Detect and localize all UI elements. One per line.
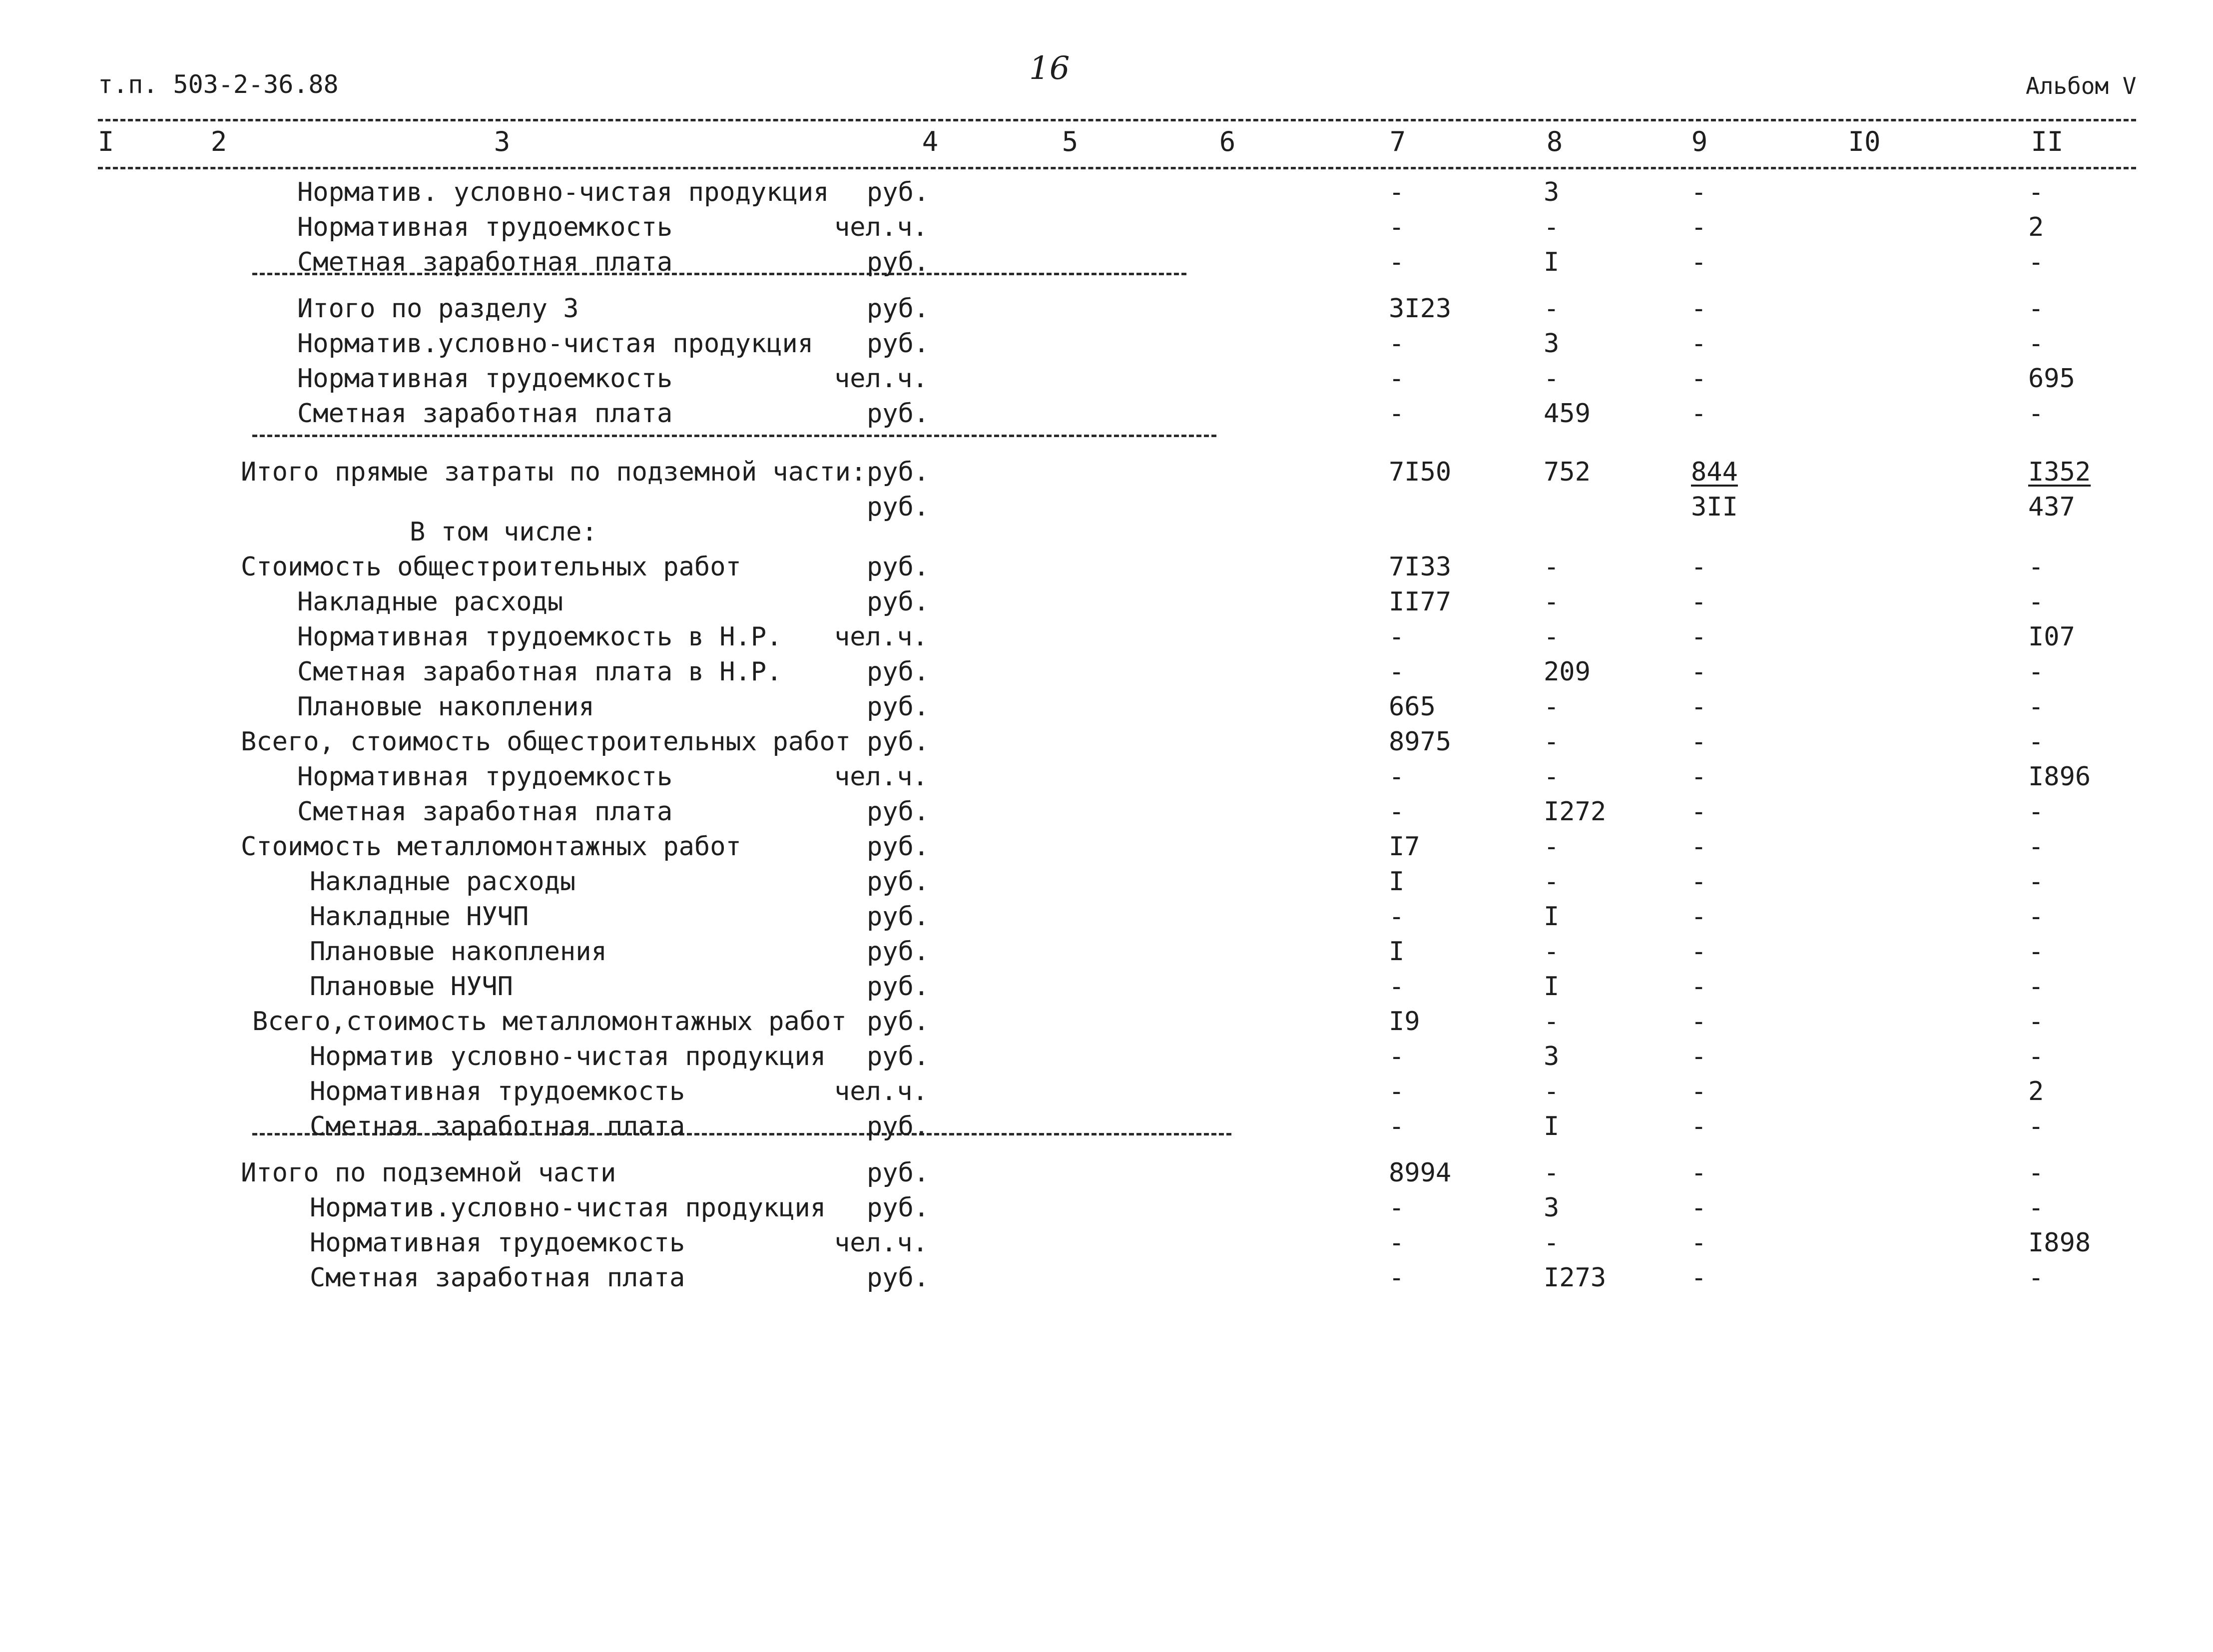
cell-col-7: - bbox=[1389, 657, 1405, 687]
cell-col-8: - bbox=[1544, 364, 1560, 394]
cell-col-7: I7 bbox=[1389, 832, 1420, 862]
row-label: Сметная заработная плата bbox=[297, 247, 673, 277]
row-label: Итого по подземной части bbox=[241, 1158, 616, 1188]
cell-col-11: - bbox=[2028, 1193, 2044, 1223]
row-unit: руб. bbox=[867, 294, 930, 324]
cell-col-11: - bbox=[2028, 177, 2044, 207]
row-unit: руб. bbox=[867, 1193, 930, 1223]
cell-col-9: 3II bbox=[1691, 492, 1738, 522]
cell-col-7: - bbox=[1389, 797, 1405, 827]
table-row bbox=[0, 902, 2213, 937]
row-label: Нормативная трудоемкость bbox=[297, 364, 673, 394]
table-row bbox=[0, 247, 2213, 282]
cell-col-7: - bbox=[1389, 177, 1405, 207]
cell-col-11: - bbox=[2028, 902, 2044, 932]
cell-col-11: 2 bbox=[2028, 212, 2044, 242]
cell-col-9: - bbox=[1691, 1077, 1707, 1106]
cell-col-8: - bbox=[1544, 552, 1560, 582]
column-number: 6 bbox=[1219, 126, 1236, 157]
row-label: Сметная заработная плата в Н.Р. bbox=[297, 657, 782, 687]
row-label: Норматив условно-чистая продукция bbox=[310, 1042, 826, 1072]
document-code: т.п. 503-2-36.88 bbox=[98, 70, 339, 99]
cell-col-8: - bbox=[1544, 1077, 1560, 1106]
cell-col-7: 3I23 bbox=[1389, 294, 1452, 324]
cell-col-8: I272 bbox=[1544, 797, 1607, 827]
page-number: 16 bbox=[1029, 50, 1070, 87]
cell-col-11: - bbox=[2028, 329, 2044, 359]
cell-col-11: - bbox=[2028, 727, 2044, 757]
cell-col-11: - bbox=[2028, 552, 2044, 582]
cell-col-11: - bbox=[2028, 247, 2044, 277]
row-label: Стоимость общестроительных работ bbox=[241, 552, 741, 582]
row-unit: чел.ч. bbox=[834, 212, 928, 242]
row-label: Плановые накопления bbox=[297, 692, 594, 722]
row-label: Сметная заработная плата bbox=[310, 1263, 685, 1293]
column-number: 4 bbox=[922, 126, 939, 157]
cell-col-8: I bbox=[1544, 972, 1560, 1002]
section-separator bbox=[252, 435, 1216, 437]
row-label: Накладные НУЧП bbox=[310, 902, 529, 932]
cell-col-7: II77 bbox=[1389, 587, 1452, 617]
table-row bbox=[0, 937, 2213, 972]
cell-col-9: - bbox=[1691, 1228, 1707, 1258]
cell-col-11: I898 bbox=[2028, 1228, 2091, 1258]
cell-col-7: - bbox=[1389, 1077, 1405, 1106]
cell-col-9: - bbox=[1691, 1158, 1707, 1188]
row-unit: чел.ч. bbox=[834, 762, 928, 792]
row-label: Норматив. условно-чистая продукция bbox=[297, 177, 829, 207]
cell-col-9: - bbox=[1691, 692, 1707, 722]
row-unit: руб. bbox=[867, 552, 930, 582]
cell-col-9: - bbox=[1691, 329, 1707, 359]
row-unit: руб. bbox=[867, 399, 930, 429]
album-label: Альбом V bbox=[2026, 72, 2137, 99]
cell-col-11: - bbox=[2028, 972, 2044, 1002]
cell-col-8: 3 bbox=[1544, 177, 1560, 207]
cell-col-8: 752 bbox=[1544, 457, 1591, 487]
row-label: Нормативная трудоемкость bbox=[297, 762, 673, 792]
row-unit: руб. bbox=[867, 937, 930, 967]
row-unit: руб. bbox=[867, 587, 930, 617]
cell-col-8: I bbox=[1544, 902, 1560, 932]
cell-col-7: 7I33 bbox=[1389, 552, 1452, 582]
column-number: 7 bbox=[1389, 126, 1406, 157]
table-row bbox=[0, 294, 2213, 329]
cell-col-9: - bbox=[1691, 832, 1707, 862]
row-unit: руб. bbox=[867, 1263, 930, 1293]
cell-col-8: - bbox=[1544, 1228, 1560, 1258]
table-row bbox=[0, 762, 2213, 797]
cell-col-9: - bbox=[1691, 727, 1707, 757]
table-header-rule bbox=[98, 167, 2136, 169]
cell-col-9: - bbox=[1691, 552, 1707, 582]
row-label: Нормативная трудоемкость bbox=[310, 1077, 685, 1106]
row-unit: руб. bbox=[867, 657, 930, 687]
cell-col-9: - bbox=[1691, 364, 1707, 394]
table-row bbox=[0, 657, 2213, 692]
table-row bbox=[0, 797, 2213, 832]
cell-col-9: - bbox=[1691, 622, 1707, 652]
row-label: Нормативная трудоемкость в Н.Р. bbox=[297, 622, 782, 652]
cell-col-7: - bbox=[1389, 1228, 1405, 1258]
table-row bbox=[0, 517, 2213, 552]
cell-col-11: - bbox=[2028, 1042, 2044, 1072]
table-row bbox=[0, 587, 2213, 622]
row-label: Норматив.условно-чистая продукция bbox=[297, 329, 814, 359]
column-number: 9 bbox=[1691, 126, 1708, 157]
cell-col-7: - bbox=[1389, 247, 1405, 277]
table-row bbox=[0, 622, 2213, 657]
cell-col-7: - bbox=[1389, 762, 1405, 792]
cell-col-8: - bbox=[1544, 832, 1560, 862]
cell-col-11: - bbox=[2028, 692, 2044, 722]
table-row bbox=[0, 177, 2213, 212]
row-unit: руб. bbox=[867, 832, 930, 862]
cell-col-11: - bbox=[2028, 1111, 2044, 1141]
cell-col-9: - bbox=[1691, 247, 1707, 277]
table-row bbox=[0, 399, 2213, 434]
cell-col-7: 7I50 bbox=[1389, 457, 1452, 487]
row-label: Норматив.условно-чистая продукция bbox=[310, 1193, 826, 1223]
row-unit: руб. bbox=[867, 492, 930, 522]
table-row bbox=[0, 329, 2213, 364]
row-label: Всего,стоимость металломонтажных работ bbox=[252, 1007, 847, 1037]
cell-col-7: - bbox=[1389, 1263, 1405, 1293]
cell-col-8: - bbox=[1544, 1158, 1560, 1188]
column-number: 8 bbox=[1546, 126, 1563, 157]
row-label: Накладные расходы bbox=[297, 587, 563, 617]
column-number: 5 bbox=[1062, 126, 1079, 157]
row-unit: руб. bbox=[867, 902, 930, 932]
row-label: Сметная заработная плата bbox=[310, 1111, 685, 1141]
cell-col-11: I07 bbox=[2028, 622, 2075, 652]
table-row bbox=[0, 1263, 2213, 1298]
cell-col-7: - bbox=[1389, 364, 1405, 394]
row-label: Накладные расходы bbox=[310, 867, 576, 897]
table-row bbox=[0, 972, 2213, 1007]
row-unit: руб. bbox=[867, 972, 930, 1002]
row-label: Нормативная трудоемкость bbox=[310, 1228, 685, 1258]
table-row bbox=[0, 1077, 2213, 1111]
table-row bbox=[0, 1193, 2213, 1228]
cell-col-9: - bbox=[1691, 587, 1707, 617]
row-unit: чел.ч. bbox=[834, 622, 928, 652]
row-unit: руб. bbox=[867, 867, 930, 897]
cell-col-11: - bbox=[2028, 797, 2044, 827]
column-number: 2 bbox=[210, 126, 227, 157]
row-unit: чел.ч. bbox=[834, 364, 928, 394]
row-unit: руб. bbox=[867, 727, 930, 757]
cell-col-9: - bbox=[1691, 762, 1707, 792]
cell-col-11: - bbox=[2028, 1007, 2044, 1037]
cell-col-8: - bbox=[1544, 937, 1560, 967]
cell-col-11: - bbox=[2028, 832, 2044, 862]
cell-col-11: - bbox=[2028, 867, 2044, 897]
row-label: Сметная заработная плата bbox=[297, 797, 673, 827]
row-unit: руб. bbox=[867, 1042, 930, 1072]
table-row bbox=[0, 364, 2213, 399]
table-row bbox=[0, 212, 2213, 247]
row-label: Нормативная трудоемкость bbox=[297, 212, 673, 242]
cell-col-9: - bbox=[1691, 399, 1707, 429]
row-unit: руб. bbox=[867, 177, 930, 207]
cell-col-11: - bbox=[2028, 294, 2044, 324]
column-number: 3 bbox=[494, 126, 511, 157]
cell-col-9: - bbox=[1691, 212, 1707, 242]
row-label: Плановые накопления bbox=[310, 937, 607, 967]
cell-col-9: - bbox=[1691, 294, 1707, 324]
cell-col-7: - bbox=[1389, 399, 1405, 429]
table-row bbox=[0, 727, 2213, 762]
row-label: Итого по разделу 3 bbox=[297, 294, 579, 324]
cell-col-8: I bbox=[1544, 247, 1560, 277]
cell-col-8: 3 bbox=[1544, 1193, 1560, 1223]
cell-col-9: 844 bbox=[1691, 457, 1738, 487]
cell-col-7: - bbox=[1389, 972, 1405, 1002]
cell-col-7: 8975 bbox=[1389, 727, 1452, 757]
row-unit: руб. bbox=[867, 329, 930, 359]
cell-col-7: - bbox=[1389, 212, 1405, 242]
cell-col-11: - bbox=[2028, 587, 2044, 617]
cell-col-7: - bbox=[1389, 1111, 1405, 1141]
cell-col-7: - bbox=[1389, 622, 1405, 652]
cell-col-9: - bbox=[1691, 177, 1707, 207]
table-row bbox=[0, 1228, 2213, 1263]
row-unit: руб. bbox=[867, 797, 930, 827]
row-label: Стоимость металломонтажных работ bbox=[241, 832, 741, 862]
cell-col-11: 2 bbox=[2028, 1077, 2044, 1106]
cell-col-8: 3 bbox=[1544, 1042, 1560, 1072]
row-unit: руб. bbox=[867, 1007, 930, 1037]
table-row bbox=[0, 1042, 2213, 1077]
column-number: II bbox=[2031, 126, 2064, 157]
cell-col-9: - bbox=[1691, 1007, 1707, 1037]
cell-col-9: - bbox=[1691, 1042, 1707, 1072]
cell-col-7: I bbox=[1389, 867, 1405, 897]
cell-col-8: - bbox=[1544, 762, 1560, 792]
table-row bbox=[0, 457, 2213, 492]
cell-col-9: - bbox=[1691, 1263, 1707, 1293]
table-top-rule bbox=[98, 119, 2136, 121]
cell-col-7: 665 bbox=[1389, 692, 1436, 722]
cell-col-8: 3 bbox=[1544, 329, 1560, 359]
cell-col-8: - bbox=[1544, 294, 1560, 324]
cell-col-7: I bbox=[1389, 937, 1405, 967]
cell-col-8: - bbox=[1544, 727, 1560, 757]
row-label: Итого прямые затраты по подземной части: bbox=[241, 457, 867, 487]
cell-col-11: I896 bbox=[2028, 762, 2091, 792]
table-row bbox=[0, 832, 2213, 867]
cell-col-11: I352 bbox=[2028, 457, 2091, 487]
cell-col-8: I273 bbox=[1544, 1263, 1607, 1293]
cell-col-9: - bbox=[1691, 657, 1707, 687]
row-label: Всего, стоимость общестроительных работ bbox=[241, 727, 851, 757]
cell-col-8: - bbox=[1544, 212, 1560, 242]
column-number: I0 bbox=[1848, 126, 1881, 157]
row-label: Сметная заработная плата bbox=[297, 399, 673, 429]
row-unit: руб. bbox=[867, 1111, 930, 1141]
cell-col-7: - bbox=[1389, 902, 1405, 932]
cell-col-8: - bbox=[1544, 692, 1560, 722]
cell-col-11: - bbox=[2028, 937, 2044, 967]
cell-col-8: - bbox=[1544, 867, 1560, 897]
cell-col-9: - bbox=[1691, 972, 1707, 1002]
cell-col-8: I bbox=[1544, 1111, 1560, 1141]
cell-col-8: 209 bbox=[1544, 657, 1591, 687]
row-unit: руб. bbox=[867, 1158, 930, 1188]
cell-col-7: 8994 bbox=[1389, 1158, 1452, 1188]
cell-col-11: - bbox=[2028, 1263, 2044, 1293]
cell-col-7: I9 bbox=[1389, 1007, 1420, 1037]
column-number: I bbox=[97, 126, 114, 157]
cell-col-7: - bbox=[1389, 329, 1405, 359]
cell-col-8: - bbox=[1544, 587, 1560, 617]
cell-col-7: - bbox=[1389, 1193, 1405, 1223]
table-row bbox=[0, 552, 2213, 587]
cell-col-11: 437 bbox=[2028, 492, 2075, 522]
row-unit: чел.ч. bbox=[834, 1228, 928, 1258]
row-label: В том числе: bbox=[410, 517, 597, 547]
cell-col-7: - bbox=[1389, 1042, 1405, 1072]
cell-col-9: - bbox=[1691, 1193, 1707, 1223]
cell-col-8: - bbox=[1544, 1007, 1560, 1037]
table-row bbox=[0, 867, 2213, 902]
row-unit: руб. bbox=[867, 692, 930, 722]
cell-col-9: - bbox=[1691, 867, 1707, 897]
table-row bbox=[0, 1158, 2213, 1193]
row-unit: руб. bbox=[867, 247, 930, 277]
row-label: Плановые НУЧП bbox=[310, 972, 513, 1002]
cell-col-11: - bbox=[2028, 657, 2044, 687]
cell-col-9: - bbox=[1691, 797, 1707, 827]
cell-col-9: - bbox=[1691, 937, 1707, 967]
row-unit: чел.ч. bbox=[834, 1077, 928, 1106]
table-row bbox=[0, 692, 2213, 727]
cell-col-11: 695 bbox=[2028, 364, 2075, 394]
cell-col-9: - bbox=[1691, 1111, 1707, 1141]
table-row bbox=[0, 1111, 2213, 1146]
cell-col-11: - bbox=[2028, 399, 2044, 429]
table-row bbox=[0, 1007, 2213, 1042]
cell-col-8: 459 bbox=[1544, 399, 1591, 429]
cell-col-8: - bbox=[1544, 622, 1560, 652]
row-unit: руб. bbox=[867, 457, 930, 487]
cell-col-9: - bbox=[1691, 902, 1707, 932]
cell-col-11: - bbox=[2028, 1158, 2044, 1188]
